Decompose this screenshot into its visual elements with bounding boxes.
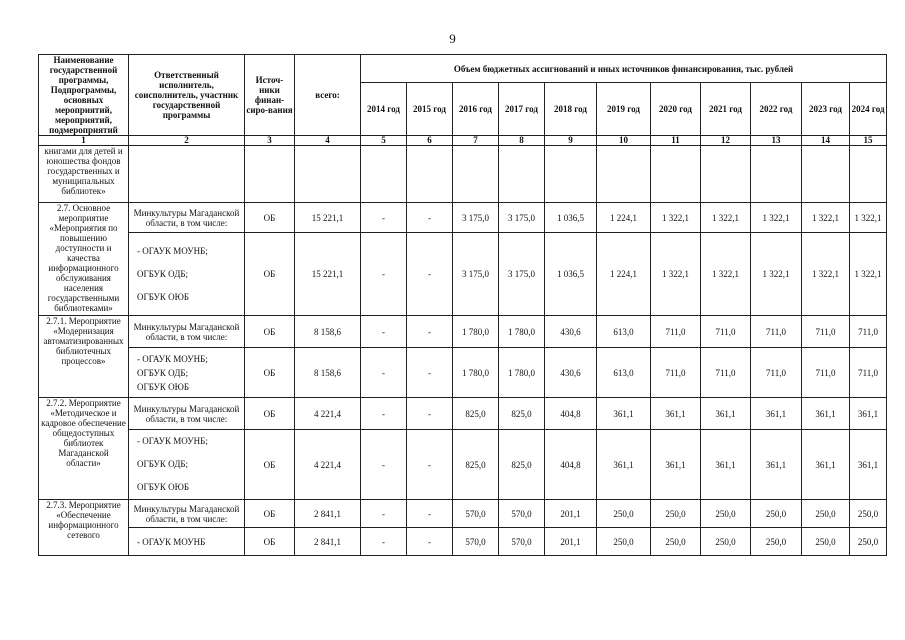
value-cell: 1 780,0 — [499, 316, 545, 348]
value-cell: 3 175,0 — [453, 233, 499, 316]
column-number: 4 — [295, 136, 361, 146]
value-cell: - — [361, 203, 407, 233]
year-header: 2014 год — [361, 83, 407, 136]
header-volume: Объем бюджетных ассигнований и иных источников финансирования, тыс. рублей — [361, 55, 887, 83]
column-number: 6 — [407, 136, 453, 146]
value-cell: 570,0 — [499, 500, 545, 528]
value-cell: 250,0 — [651, 500, 701, 528]
table-row — [39, 203, 887, 233]
value-cell: - — [407, 316, 453, 348]
value-cell: - — [361, 348, 407, 398]
empty-cell — [499, 146, 545, 203]
value-cell: 825,0 — [453, 430, 499, 500]
source-cell: ОБ — [245, 398, 295, 430]
header-responsible: Ответственный исполнитель, соисполнитель, участник государственной программы — [129, 55, 245, 136]
column-number: 13 — [751, 136, 802, 146]
responsible-line: ОГБУК ОДБ; — [137, 367, 189, 378]
value-cell: 430,6 — [545, 316, 597, 348]
value-cell: 361,1 — [701, 430, 751, 500]
responsible-line: - ОГАУК МОУНБ; — [137, 436, 208, 446]
column-number-row — [39, 136, 887, 146]
source-cell: ОБ — [245, 203, 295, 233]
responsible-line: ОГБУК ОЮБ — [137, 381, 190, 392]
value-cell: 711,0 — [802, 316, 850, 348]
total-cell: 8 158,6 — [295, 348, 361, 398]
year-header: 2023 год — [802, 83, 850, 136]
responsible-cell: Минкультуры Магаданской области, в том числе: — [129, 203, 245, 233]
value-cell: 430,6 — [545, 348, 597, 398]
empty-cell — [545, 146, 597, 203]
value-cell: 613,0 — [597, 316, 651, 348]
source-cell: ОБ — [245, 528, 295, 556]
value-cell: - — [361, 528, 407, 556]
column-number: 7 — [453, 136, 499, 146]
value-cell: 1 322,1 — [751, 233, 802, 316]
empty-cell — [850, 146, 887, 203]
source-cell: ОБ — [245, 430, 295, 500]
total-cell: 2 841,1 — [295, 500, 361, 528]
column-number: 12 — [701, 136, 751, 146]
total-cell: 15 221,1 — [295, 203, 361, 233]
value-cell: 825,0 — [499, 398, 545, 430]
value-cell: 1 322,1 — [850, 203, 887, 233]
empty-cell — [407, 146, 453, 203]
year-header: 2022 год — [751, 83, 802, 136]
value-cell: - — [361, 500, 407, 528]
column-number: 9 — [545, 136, 597, 146]
continuation-text: книгами для детей и юношества фондов государственных и муниципальных библиотек» — [39, 146, 129, 203]
empty-cell — [651, 146, 701, 203]
value-cell: 201,1 — [545, 528, 597, 556]
year-header: 2024 год — [850, 83, 887, 136]
value-cell: 361,1 — [597, 398, 651, 430]
value-cell: - — [407, 398, 453, 430]
value-cell: 711,0 — [701, 348, 751, 398]
total-cell: 15 221,1 — [295, 233, 361, 316]
responsible-line: - ОГАУК МОУНБ; — [137, 353, 208, 364]
value-cell: 250,0 — [751, 528, 802, 556]
value-cell: - — [361, 316, 407, 348]
header-sources: Источ-ники финан-сиро-вания — [245, 55, 295, 136]
page-number: 9 — [449, 31, 456, 46]
activity-name: 2.7. Основное мероприятие «Мероприятия по повышению доступности и качества информационного обслуживания населения государственными библиотеками» — [39, 203, 129, 316]
value-cell: 361,1 — [802, 398, 850, 430]
value-cell: 1 322,1 — [802, 233, 850, 316]
responsible-line: ОГБУК ОЮБ — [137, 291, 190, 302]
empty-cell — [751, 146, 802, 203]
value-cell: 361,1 — [651, 398, 701, 430]
value-cell: 711,0 — [701, 316, 751, 348]
empty-cell — [453, 146, 499, 203]
activity-name: 2.7.1. Мероприятие «Модернизация автоматизированных библиотечных процессов» — [39, 316, 129, 398]
table-row — [39, 233, 887, 316]
value-cell: 570,0 — [499, 528, 545, 556]
value-cell: 250,0 — [701, 528, 751, 556]
column-number: 2 — [129, 136, 245, 146]
total-cell: 8 158,6 — [295, 316, 361, 348]
responsible-line: ОГБУК ОЮБ — [137, 482, 190, 492]
activity-name: 2.7.3. Мероприятие «Обеспечение информационного сетевого — [39, 500, 129, 556]
value-cell: 1 780,0 — [453, 316, 499, 348]
value-cell: - — [407, 233, 453, 316]
value-cell: 570,0 — [453, 528, 499, 556]
value-cell: 1 322,1 — [751, 203, 802, 233]
year-header: 2021 год — [701, 83, 751, 136]
responsible-line: - ОГАУК МОУНБ; — [137, 245, 208, 256]
table-body — [39, 146, 887, 556]
table-row — [39, 398, 887, 430]
value-cell: 711,0 — [651, 316, 701, 348]
responsible-cell: Минкультуры Магаданской области, в том числе: — [129, 500, 245, 528]
value-cell: 711,0 — [850, 348, 887, 398]
value-cell: 613,0 — [597, 348, 651, 398]
value-cell: - — [407, 430, 453, 500]
value-cell: 361,1 — [850, 430, 887, 500]
responsible-cell — [129, 348, 245, 398]
empty-cell — [361, 146, 407, 203]
value-cell: 1 322,1 — [850, 233, 887, 316]
empty-cell — [802, 146, 850, 203]
empty-cell — [701, 146, 751, 203]
empty-cell — [295, 146, 361, 203]
total-cell: 2 841,1 — [295, 528, 361, 556]
value-cell: 825,0 — [453, 398, 499, 430]
year-header: 2019 год — [597, 83, 651, 136]
value-cell: 250,0 — [751, 500, 802, 528]
value-cell: 711,0 — [751, 348, 802, 398]
value-cell: - — [407, 203, 453, 233]
value-cell: 361,1 — [751, 430, 802, 500]
value-cell: 250,0 — [850, 500, 887, 528]
source-cell: ОБ — [245, 500, 295, 528]
value-cell: 250,0 — [802, 500, 850, 528]
year-header: 2020 год — [651, 83, 701, 136]
column-number: 15 — [850, 136, 887, 146]
value-cell: 711,0 — [802, 348, 850, 398]
empty-cell — [129, 146, 245, 203]
activity-name: 2.7.2. Мероприятие «Методическое и кадровое обеспечение общедоступных библиотек Магаданской области» — [39, 398, 129, 500]
value-cell: 250,0 — [701, 500, 751, 528]
value-cell: - — [361, 233, 407, 316]
value-cell: 1 224,1 — [597, 203, 651, 233]
value-cell: 3 175,0 — [453, 203, 499, 233]
value-cell: 1 322,1 — [651, 233, 701, 316]
responsible-line: ОГБУК ОДБ; — [137, 459, 189, 469]
value-cell: 250,0 — [597, 528, 651, 556]
value-cell: 711,0 — [651, 348, 701, 398]
value-cell: 1 036,5 — [545, 233, 597, 316]
funding-table — [38, 54, 887, 556]
total-cell: 4 221,4 — [295, 398, 361, 430]
value-cell: 361,1 — [850, 398, 887, 430]
source-cell: ОБ — [245, 316, 295, 348]
value-cell: 3 175,0 — [499, 203, 545, 233]
column-number: 3 — [245, 136, 295, 146]
value-cell: 711,0 — [850, 316, 887, 348]
empty-cell — [245, 146, 295, 203]
source-cell: ОБ — [245, 233, 295, 316]
responsible-cell: Минкультуры Магаданской области, в том числе: — [129, 398, 245, 430]
column-number: 8 — [499, 136, 545, 146]
empty-cell — [597, 146, 651, 203]
column-number: 5 — [361, 136, 407, 146]
value-cell: 361,1 — [751, 398, 802, 430]
year-header: 2015 год — [407, 83, 453, 136]
value-cell: 404,8 — [545, 430, 597, 500]
value-cell: - — [361, 398, 407, 430]
table-row — [39, 430, 887, 500]
value-cell: 404,8 — [545, 398, 597, 430]
table-row — [39, 500, 887, 528]
header-name: Наименование государственной программы, Подпрограммы, основных мероприятий, мероприятий, подмероприятий — [39, 55, 129, 136]
value-cell: 361,1 — [597, 430, 651, 500]
year-header: 2016 год — [453, 83, 499, 136]
responsible-cell — [129, 233, 245, 316]
value-cell: 1 322,1 — [701, 203, 751, 233]
table-row — [39, 146, 887, 203]
value-cell: - — [407, 528, 453, 556]
total-cell: 4 221,4 — [295, 430, 361, 500]
value-cell: 201,1 — [545, 500, 597, 528]
year-header: 2018 год — [545, 83, 597, 136]
value-cell: 3 175,0 — [499, 233, 545, 316]
value-cell: 1 780,0 — [499, 348, 545, 398]
column-number: 14 — [802, 136, 850, 146]
column-number: 1 — [39, 136, 129, 146]
year-header: 2017 год — [499, 83, 545, 136]
value-cell: 361,1 — [651, 430, 701, 500]
value-cell: 250,0 — [802, 528, 850, 556]
value-cell: 250,0 — [850, 528, 887, 556]
table-row — [39, 348, 887, 398]
value-cell: 1 036,5 — [545, 203, 597, 233]
value-cell: 250,0 — [597, 500, 651, 528]
header-total: всего: — [295, 55, 361, 136]
value-cell: 1 322,1 — [651, 203, 701, 233]
table-row — [39, 528, 887, 556]
value-cell: 250,0 — [651, 528, 701, 556]
value-cell: 1 322,1 — [802, 203, 850, 233]
responsible-cell: Минкультуры Магаданской области, в том числе: — [129, 316, 245, 348]
value-cell: 825,0 — [499, 430, 545, 500]
value-cell: - — [361, 430, 407, 500]
value-cell: 1 322,1 — [701, 233, 751, 316]
source-cell: ОБ — [245, 348, 295, 398]
responsible-line: ОГБУК ОДБ; — [137, 268, 189, 279]
value-cell: 570,0 — [453, 500, 499, 528]
value-cell: 361,1 — [701, 398, 751, 430]
value-cell: 361,1 — [802, 430, 850, 500]
value-cell: 1 780,0 — [453, 348, 499, 398]
value-cell: - — [407, 348, 453, 398]
column-number: 11 — [651, 136, 701, 146]
value-cell: - — [407, 500, 453, 528]
value-cell: 711,0 — [751, 316, 802, 348]
column-number: 10 — [597, 136, 651, 146]
responsible-cell — [129, 430, 245, 500]
table-row — [39, 316, 887, 348]
value-cell: 1 224,1 — [597, 233, 651, 316]
responsible-cell: - ОГАУК МОУНБ — [129, 528, 245, 556]
